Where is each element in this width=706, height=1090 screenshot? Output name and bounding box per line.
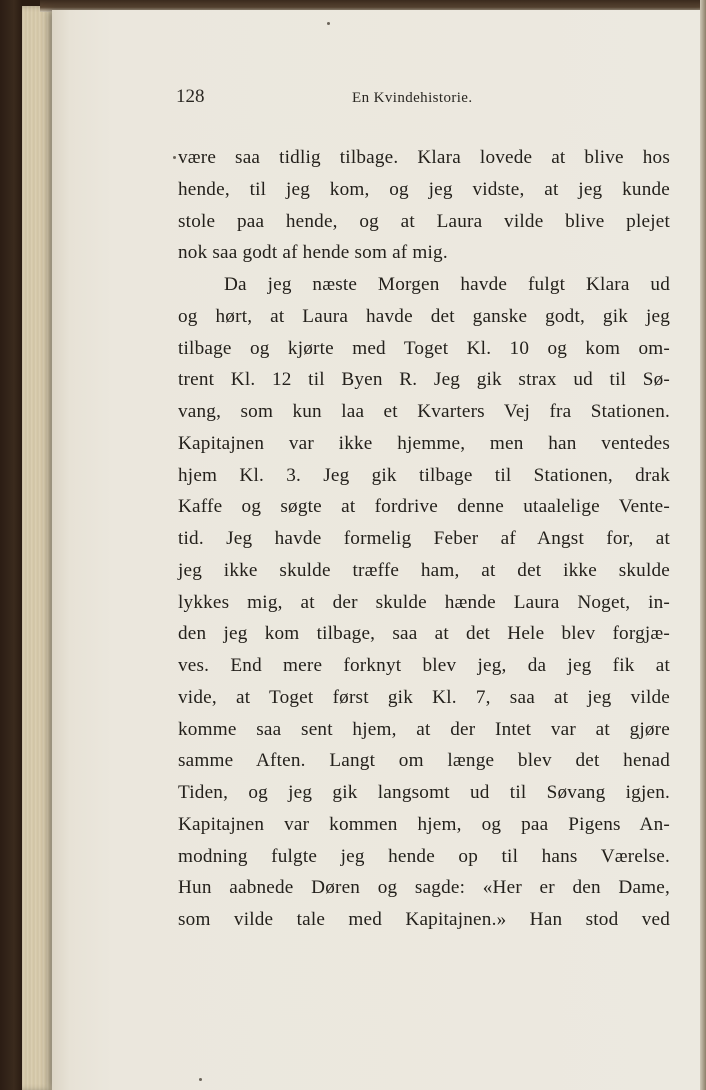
body-text [178,142,670,936]
print-speck [327,22,330,25]
text-line: tilbage og kjørte med Toget Kl. 10 og kom om- [178,337,670,359]
text-line: samme Aften. Langt om længe blev det henad [178,750,670,772]
text-line: Kapitajnen var kommen hjem, og paa Pigens An- [178,813,670,835]
text-line: den jeg kom tilbage, saa at det Hele blev forgjæ- [178,623,670,645]
text-line: modning fulgte jeg hende op til hans Værelse. [178,845,670,867]
text-line: Hun aabnede Døren og sagde: «Her er den Dame, [178,877,670,899]
text-line: Tiden, og jeg gik langsomt ud til Søvang igjen. [178,782,670,803]
text-line: Kapitajnen var ikke hjemme, men han ventedes [178,432,670,454]
text-line: ves. End mere forknyt blev jeg, da jeg fik at [178,655,670,676]
text-line: og hørt, at Laura havde det ganske godt, gik jeg [178,305,670,327]
text-line: som vilde tale med Kapitajnen.» Han stod ved [178,909,670,930]
text-line: være saa tidlig tilbage. Klara lovede at blive hos [178,147,670,168]
text-line: vang, som kun laa et Kvarters Vej fra Stationen. [178,401,670,422]
text-line: Kaffe og søgte at fordrive denne utaalelige Vente- [178,496,670,518]
text-line: trent Kl. 12 til Byen R. Jeg gik strax ud til Sø- [178,369,670,391]
text-line: lykkes mig, at der skulde hænde Laura Noget, in- [178,591,670,613]
page-header [176,86,671,116]
print-speck [173,156,176,159]
text-line: tid. Jeg havde formelig Feber af Angst for, at [178,528,670,549]
running-title: En Kvindehistorie. [352,90,473,106]
print-speck [199,1078,202,1081]
text-line: hjem Kl. 3. Jeg gik tilbage til Stationen, drak [178,464,670,486]
text-line: jeg ikke skulde træffe ham, at det ikke skulde [178,559,670,581]
text-line: nok saa godt af hende som af mig. [178,242,448,264]
text-line: hende, til jeg kom, og jeg vidste, at jeg kunde [178,178,670,200]
page-number: 128 [176,86,205,107]
text-line: stole paa hende, og at Laura vilde blive plejet [178,210,670,232]
text-line: Da jeg næste Morgen havde fulgt Klara ud [224,274,670,295]
page-right-edge [700,0,706,1090]
text-line: komme saa sent hjem, at der Intet var at gjøre [178,718,670,740]
text-line: vide, at Toget først gik Kl. 7, saa at jeg vilde [178,686,670,708]
